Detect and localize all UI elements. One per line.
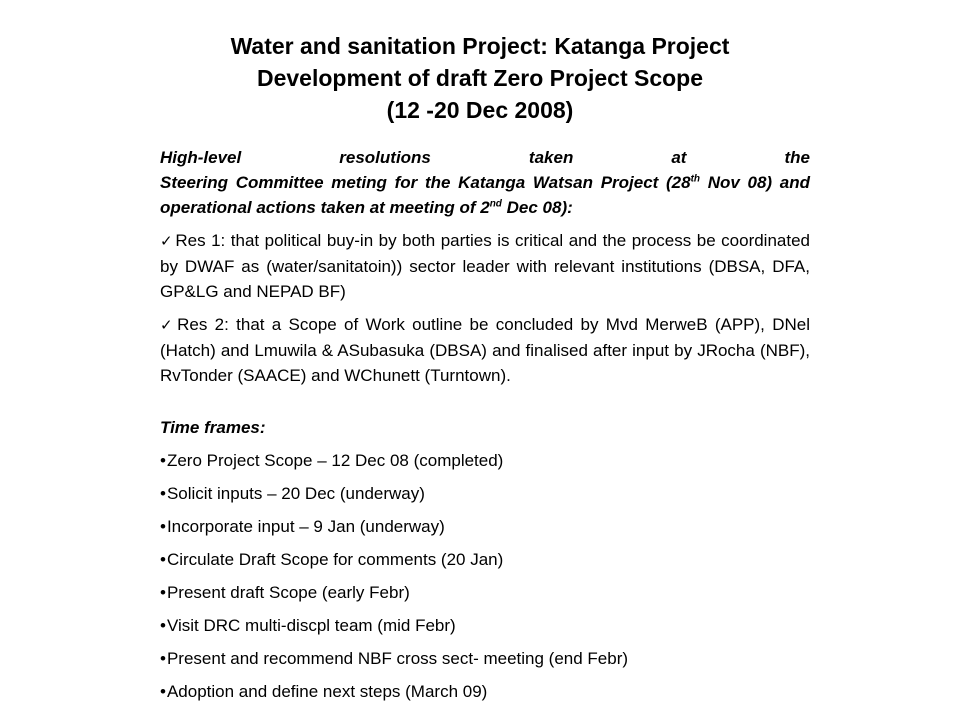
- bullet-icon: •: [160, 550, 166, 569]
- resolution-text: Res 2: that a Scope of Work outline be concluded by Mvd MerweB (APP), DNel (Hatch) and Lmuwila & ASubasuka (DBSA) and finalised after input by JRocha (NBF), RvTonder (SAACE) and WChunett (Turntown).: [160, 315, 810, 385]
- bullet-icon: •: [160, 517, 166, 536]
- bullet-icon: •: [160, 682, 166, 701]
- list-item-text: Present and recommend NBF cross sect- meeting (end Febr): [166, 649, 629, 668]
- list-item: [160, 448, 810, 473]
- list-item: [160, 514, 810, 539]
- list-item: [160, 547, 810, 572]
- title-line-1: Water and sanitation Project: Katanga Project: [230, 33, 730, 59]
- bullet-icon: •: [160, 616, 166, 635]
- bullet-icon: •: [160, 583, 166, 602]
- resolution-item: [160, 228, 810, 304]
- list-item: [160, 646, 810, 671]
- list-item: [160, 613, 810, 638]
- slide-title: [0, 30, 960, 126]
- list-item-text: Incorporate input – 9 Jan (underway): [166, 517, 445, 536]
- time-frames-list: [160, 448, 810, 704]
- list-item: [160, 580, 810, 605]
- list-item-text: Zero Project Scope – 12 Dec 08 (completed): [166, 451, 504, 470]
- intro-paragraph: [160, 145, 810, 220]
- intro-text-part-2: Steering Committee meting for the Katanga Watsan Project (28: [160, 173, 691, 192]
- list-item-text: Circulate Draft Scope for comments (20 Jan): [166, 550, 504, 569]
- list-item-text: Visit DRC multi-discpl team (mid Febr): [166, 616, 456, 635]
- slide-body: [160, 145, 810, 712]
- resolution-text: Res 1: that political buy-in by both parties is critical and the process be coordinated by DWAF as (water/sanitatoin)) sector leader with relevant institutions (DBSA, DFA, GP&LG and NEPAD BF): [160, 231, 810, 301]
- list-item-text: Solicit inputs – 20 Dec (underway): [166, 484, 425, 503]
- checkmark-icon: ✓: [160, 233, 174, 250]
- list-item: [160, 679, 810, 704]
- intro-text-part-4: Dec 08):: [501, 198, 573, 217]
- checkmark-icon: ✓: [160, 317, 176, 334]
- title-line-2: Development of draft Zero Project Scope: [256, 65, 704, 91]
- intro-first-line: High-level resolutions taken at the: [160, 148, 810, 167]
- list-item-text: Adoption and define next steps (March 09): [166, 682, 488, 701]
- bullet-icon: •: [160, 649, 166, 668]
- bullet-icon: •: [160, 451, 166, 470]
- intro-text-part-3: Nov 08) and operational actions taken at meeting of 2: [160, 173, 810, 217]
- time-frames-heading: Time frames:: [160, 418, 266, 437]
- title-line-3: (12 -20 Dec 2008): [386, 97, 574, 123]
- list-item-text: Present draft Scope (early Febr): [166, 583, 410, 602]
- list-item: [160, 481, 810, 506]
- resolution-item: [160, 312, 810, 388]
- bullet-icon: •: [160, 484, 166, 503]
- intro-superscript-1: th: [690, 173, 701, 185]
- intro-superscript-2: nd: [489, 198, 502, 210]
